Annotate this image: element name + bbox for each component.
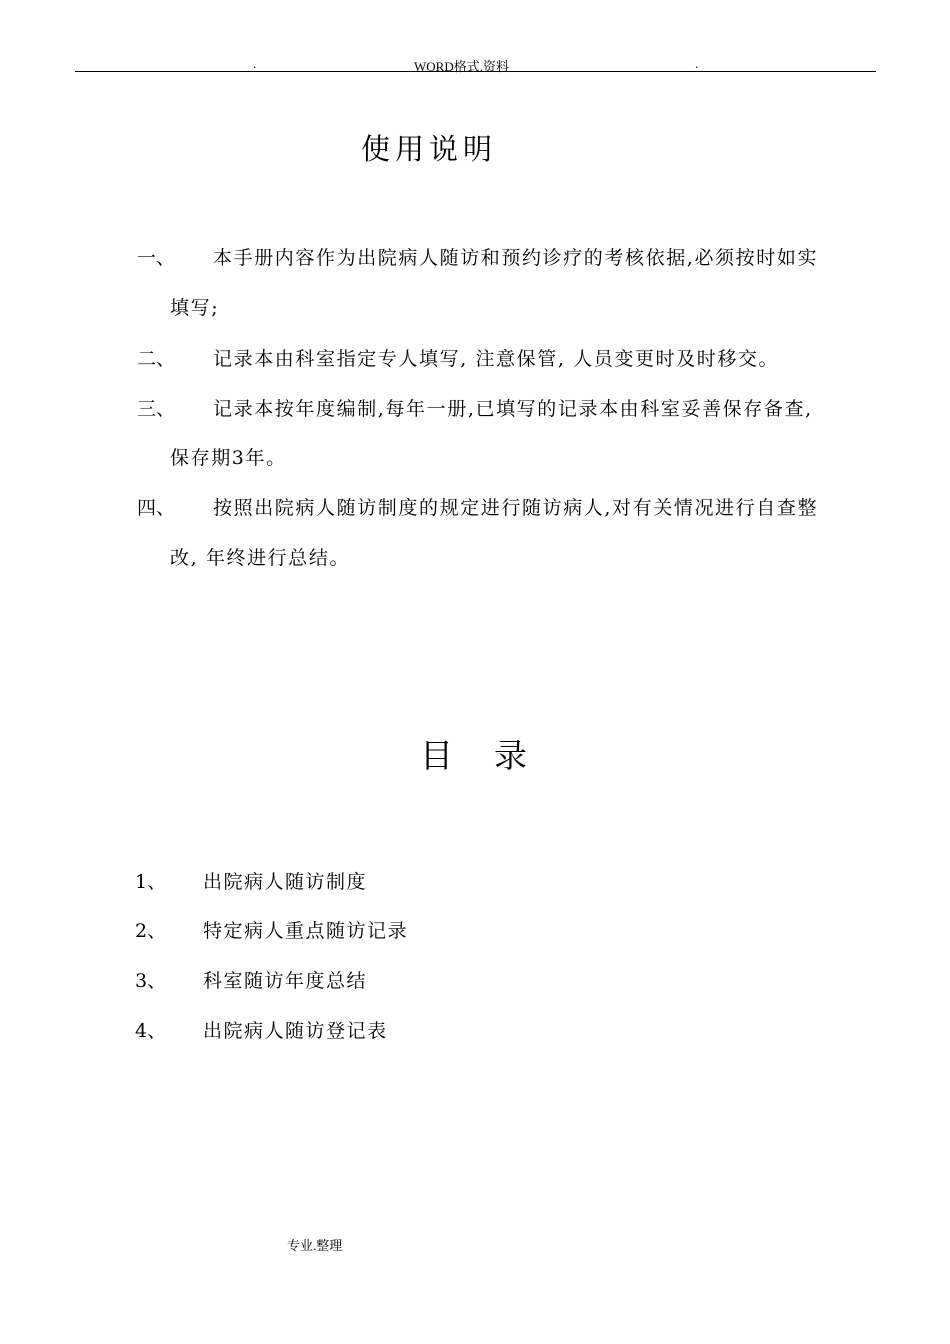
toc-label: 科室随访年度总结 — [203, 970, 368, 992]
instruction-number: 二、 — [137, 348, 176, 370]
instruction-text: 本手册内容作为出院病人随访和预约诊疗的考核依据,必须按时如实 — [213, 247, 819, 269]
instruction-text: 改, 年终进行总结。 — [170, 547, 351, 569]
footer-text: 专业.整理 — [287, 1238, 343, 1253]
instruction-text: 保存期3年。 — [170, 447, 287, 469]
toc-number: 3、 — [135, 970, 167, 992]
header-right-dot: . — [695, 56, 699, 71]
toc-number: 1、 — [135, 871, 167, 893]
instruction-number: 三、 — [137, 398, 176, 420]
instruction-number: 四、 — [137, 497, 176, 519]
toc-number: 4、 — [135, 1020, 167, 1042]
instructions-title: 使用说明 — [361, 132, 498, 166]
toc-number: 2、 — [135, 920, 167, 942]
header-left-dot: . — [253, 56, 257, 71]
toc-label: 出院病人随访制度 — [203, 871, 368, 893]
instruction-text: 填写; — [170, 297, 220, 319]
instruction-text: 记录本由科室指定专人填写, 注意保管, 人员变更时及时移交。 — [213, 348, 780, 370]
toc-title: 目 录 — [420, 736, 531, 775]
instruction-text: 记录本按年度编制,每年一册,已填写的记录本由科室妥善保存备查, — [213, 398, 813, 420]
header-title: WORD格式.资料 — [414, 59, 509, 74]
instruction-text: 按照出院病人随访制度的规定进行随访病人,对有关情况进行自查整 — [213, 497, 819, 519]
header-rule — [75, 71, 876, 72]
instruction-number: 一、 — [137, 247, 176, 269]
toc-label: 出院病人随访登记表 — [203, 1020, 388, 1042]
toc-label: 特定病人重点随访记录 — [203, 920, 409, 942]
